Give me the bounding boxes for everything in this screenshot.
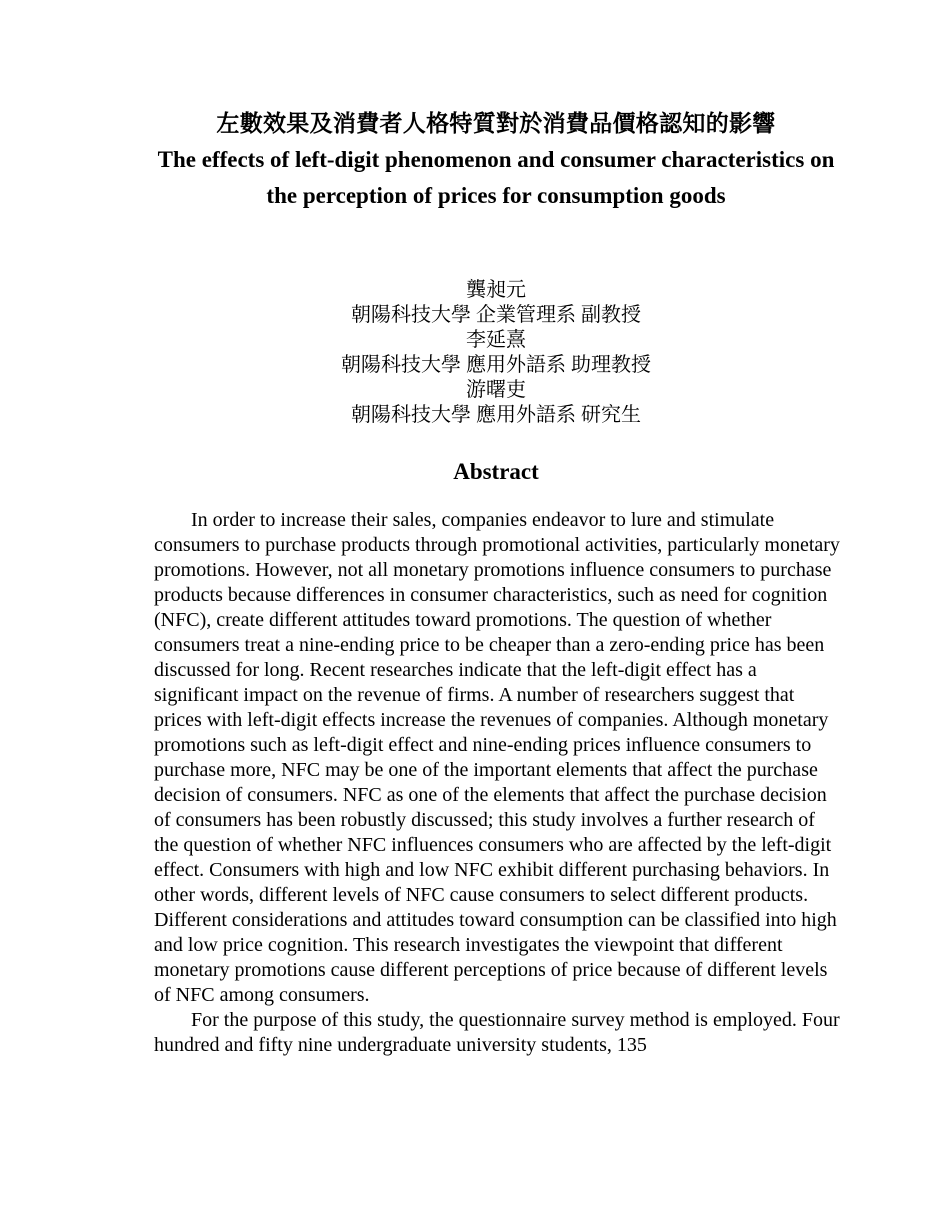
author-name: 李延熹 xyxy=(466,329,526,351)
author-affiliation: 朝陽科技大學 企業管理系 副教授 xyxy=(351,304,641,326)
title-block xyxy=(150,106,842,214)
title-chinese: 左數效果及消費者人格特質對於消費品價格認知的影響 xyxy=(216,111,776,136)
author-name: 游曙吏 xyxy=(466,379,526,401)
abstract-body xyxy=(154,508,842,1058)
abstract-paragraph: For the purpose of this study, the questionnaire survey method is employed. Four hundred and fifty nine undergraduate university students, 135 xyxy=(154,1009,840,1056)
author-affiliation: 朝陽科技大學 應用外語系 研究生 xyxy=(351,404,641,426)
author-list xyxy=(150,278,842,428)
author-affiliation: 朝陽科技大學 應用外語系 助理教授 xyxy=(341,354,651,376)
abstract-heading: Abstract xyxy=(453,459,539,484)
author-name: 龔昶元 xyxy=(466,279,526,301)
title-english: The effects of left-digit phenomenon and consumer characteristics on the perception of prices for consumption goods xyxy=(157,147,835,208)
abstract-paragraph: In order to increase their sales, companies endeavor to lure and stimulate consumers to purchase products through promotional activities, particularly monetary promotions. However, not all monetary promotions influence consumers to purchase products because differences in consumer characteristics, such as need for cognition (NFC), create different attitudes toward promotions. The question of whether consumers treat a nine-ending price to be cheaper than a zero-ending price has been discussed for long. Recent researches indicate that the left-digit effect has a significant impact on the revenue of firms. A number of researchers suggest that prices with left-digit effects increase the revenues of companies. Although monetary promotions such as left-digit effect and nine-ending prices influence consumers to purchase more, NFC may be one of the important elements that affect the purchase decision of consumers. NFC as one of the elements that affect the purchase decision of consumers has been robustly discussed; this study involves a further research of the question of whether NFC influences consumers who are affected by the left-digit effect. Consumers with high and low NFC exhibit different purchasing behaviors. In other words, different levels of NFC cause consumers to select different products. Different considerations and attitudes toward consumption can be classified into high and low price cognition. This research investigates the viewpoint that different monetary promotions cause different perceptions of price because of different levels of NFC among consumers. xyxy=(154,509,840,1006)
